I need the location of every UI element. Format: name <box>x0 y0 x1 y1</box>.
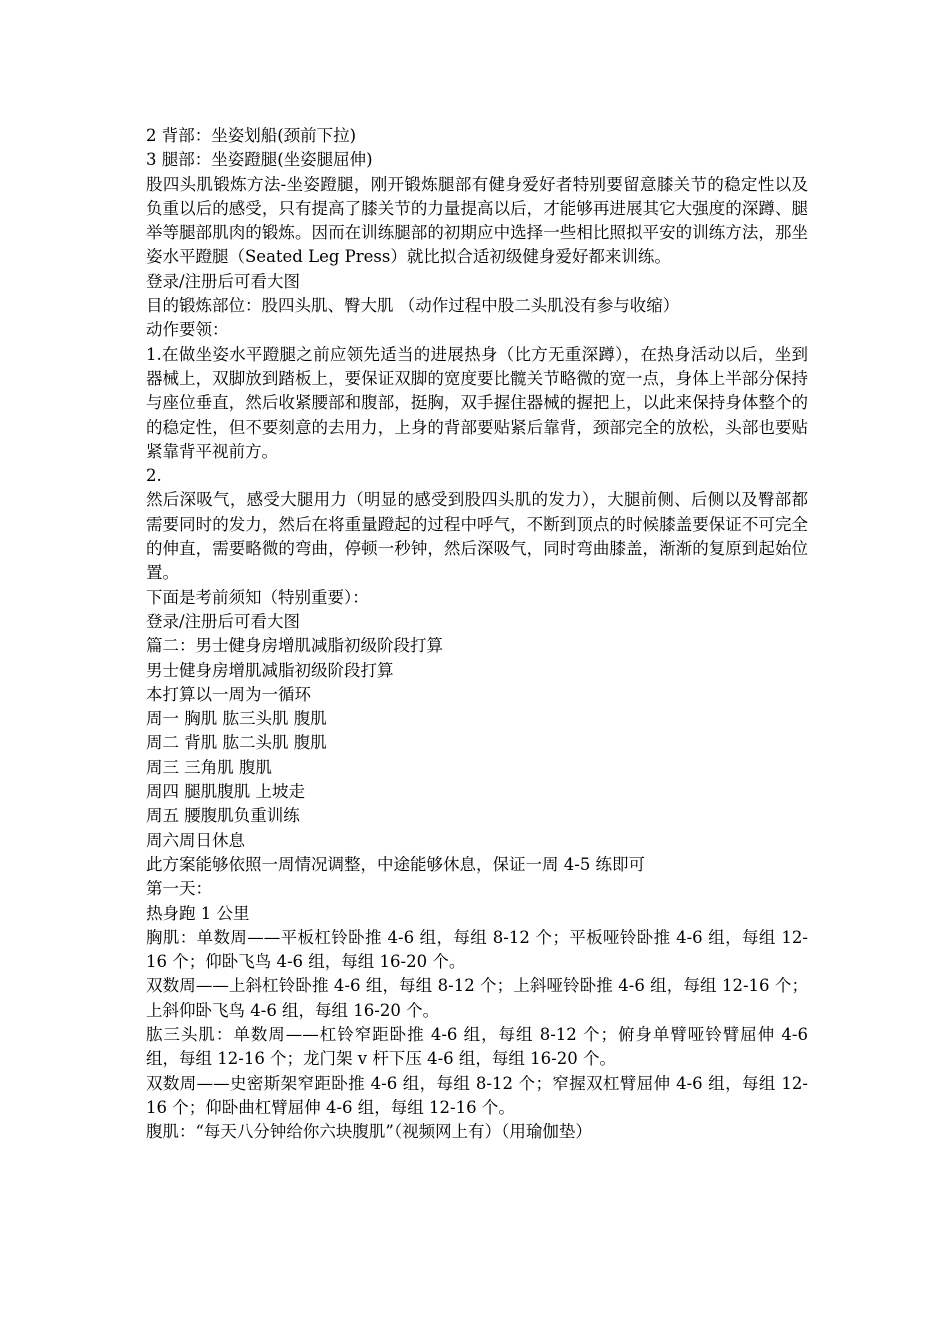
document-body <box>146 124 808 1144</box>
section-label-technique: 动作要领： <box>146 320 229 340</box>
plan-note: 此方案能够依照一周情况调整，中途能够休息，保证一周 4-5 练即可 <box>146 854 646 874</box>
paragraph-step-2: 然后深吸气，感受大腿用力（明显的感受到股四头肌的发力），大腿前侧、后侧以及臀部都需要同时的发力，然后在将重量蹬起的过程中呼气，不断到顶点的时候膝盖要保证不可完全的伸直，需要略微的弯曲，停顿一秒钟，然后深吸气，同时弯曲膝盖，渐渐的复原到起始位置。 <box>146 490 808 583</box>
schedule-wednesday: 周三 三角肌 腹肌 <box>146 757 272 777</box>
heading-back: 2 背部：坐姿划船(颈前下拉) <box>146 126 357 145</box>
paragraph-step-1: 1.在做坐姿水平蹬腿之前应领先适当的进展热身（比方无重深蹲），在热身活动以后，坐到器械上，双脚放到踏板上，要保证双脚的宽度要比髋关节略微的宽一点，身体上半部分保持与座位垂直，然后收紧腰部和腹部，挺胸，双手握住器械的握把上，以此来保持身体整个的的稳定性，但不要刻意的去用力，上身的背部要贴紧后靠背，颈部完全的放松，头部也要贴紧靠背平视前方。 <box>146 344 808 461</box>
schedule-weekend: 周六周日休息 <box>146 830 245 850</box>
plan-title: 男士健身房增肌减脂初级阶段打算 <box>146 660 394 680</box>
schedule-tuesday: 周二 背肌 肱二头肌 腹肌 <box>146 733 327 753</box>
paragraph-quad-method: 股四头肌锻炼方法-坐姿蹬腿，刚开锻炼腿部有健身爱好者特别要留意膝关节的稳定性以及负重以后的感受，只有提高了膝关节的力量提高以后，才能够再进展其它大强度的深蹲、腿举等腿部肌肉的锻炼。因而在训练腿部的初期应中选择一些相比照拟平安的训练方法，那坐姿水平蹬腿（Seated Leg Press）就比拟合适初级健身爱好都来训练。 <box>146 174 808 267</box>
chapter-title: 篇二：男士健身房增肌减脂初级阶段打算 <box>146 636 443 656</box>
paragraph-triceps-odd-week: 肱三头肌：单数周——杠铃窄距卧推 4-6 组，每组 8-12 个；俯身单臂哑铃臂屈伸 4-6 组，每组 12-16 个；龙门架 v 杆下压 4-6 组，每组 16-20 个。 <box>146 1024 808 1069</box>
schedule-thursday: 周四 腿肌腹肌 上坡走 <box>146 782 305 802</box>
notes-heading: 下面是考前须知（特别重要）： <box>146 587 369 607</box>
schedule-friday: 周五 腰腹肌负重训练 <box>146 806 300 826</box>
image-placeholder-text: 登录/注册后可看大图 <box>146 271 301 291</box>
paragraph-chest-even-week: 双数周——上斜杠铃卧推 4-6 组，每组 8-12 个；上斜哑铃卧推 4-6 组，每组 12-16 个；上斜仰卧飞鸟 4-6 组，每组 16-20 个。 <box>146 976 808 1020</box>
paragraph-triceps-even-week: 双数周——史密斯架窄距卧推 4-6 组，每组 8-12 个；窄握双杠臂屈伸 4-6 组，每组 12-16 个；仰卧曲杠臂屈伸 4-6 组，每组 12-16 个。 <box>146 1073 808 1117</box>
plan-cycle: 本打算以一周为一循环 <box>146 684 311 704</box>
target-muscles: 目的锻炼部位：股四头肌、臀大肌 （动作过程中股二头肌没有参与收缩） <box>146 296 680 316</box>
abs-line: 腹肌：“每天八分钟给你六块腹肌”（视频网上有）（用瑜伽垫） <box>146 1122 592 1142</box>
warmup-line: 热身跑 1 公里 <box>146 903 250 923</box>
day-one-heading: 第一天： <box>146 879 212 899</box>
image-placeholder-text: 登录/注册后可看大图 <box>146 611 301 631</box>
heading-legs: 3 腿部：坐姿蹬腿(坐姿腿屈伸) <box>146 150 373 170</box>
step-2-number: 2. <box>146 466 162 486</box>
schedule-monday: 周一 胸肌 肱三头肌 腹肌 <box>146 709 327 729</box>
paragraph-chest-odd-week: 胸肌：单数周——平板杠铃卧推 4-6 组，每组 8-12 个；平板哑铃卧推 4-6 组，每组 12-16 个；仰卧飞鸟 4-6 组，每组 16-20 个。 <box>146 927 808 972</box>
